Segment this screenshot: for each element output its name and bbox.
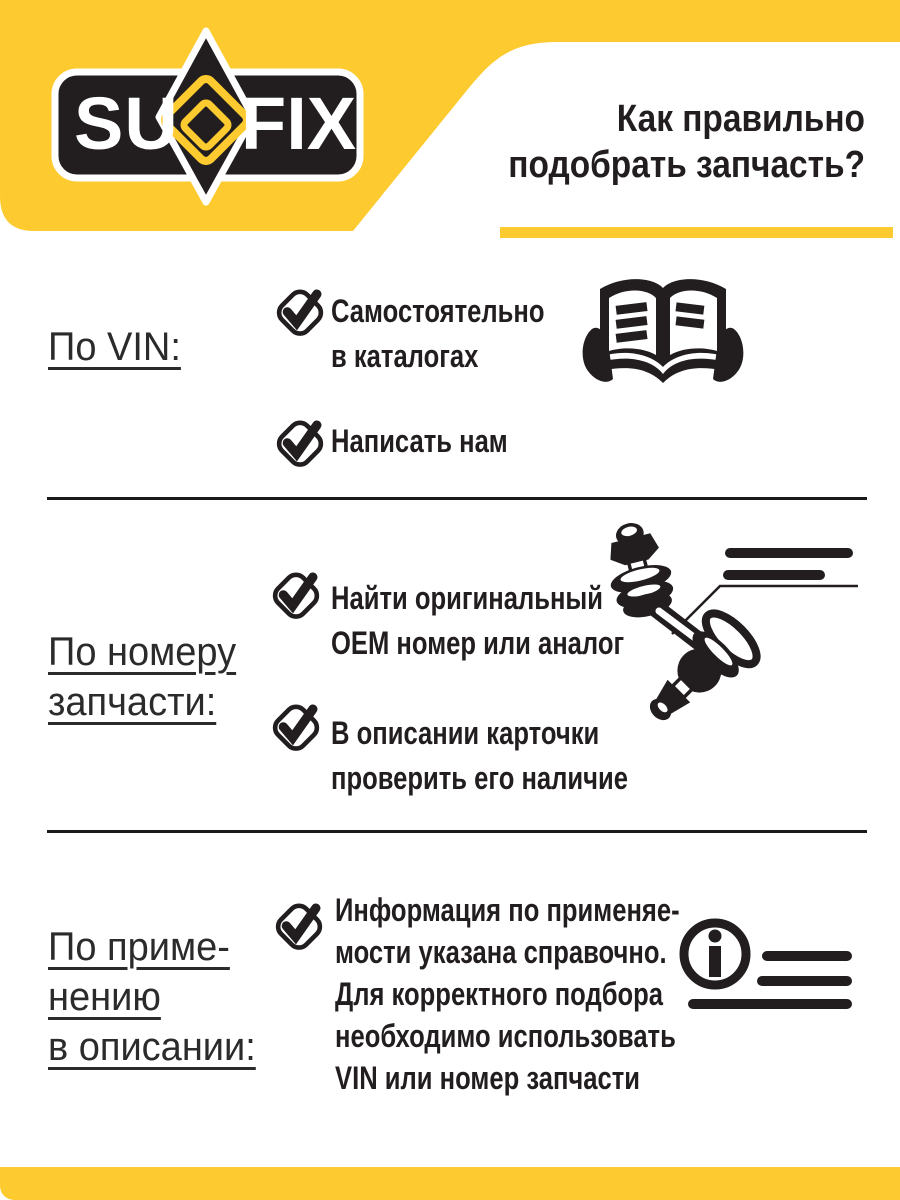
section-divider	[47, 830, 867, 833]
logo-text-fix: FIX	[241, 82, 357, 165]
open-catalog-hands-icon	[578, 270, 748, 392]
stabilizer-link-part-icon	[595, 515, 870, 725]
check-icon	[272, 898, 326, 952]
sufix-logo	[38, 20, 383, 225]
section2-label: По номеру запчасти:	[48, 630, 237, 724]
section2-item1-text: Найти оригинальный OEM номер или аналог	[331, 580, 625, 661]
check-icon	[273, 284, 327, 338]
logo-text-su: SU	[74, 82, 179, 165]
page-title-line1: Как правильно	[616, 98, 865, 140]
title-underline-bar	[500, 227, 893, 238]
check-icon	[269, 567, 323, 621]
section1-item2-text: Написать нам	[331, 423, 508, 459]
section-divider	[47, 497, 867, 500]
section1-item1-text: Самостоятельно в каталогах	[331, 293, 545, 374]
section2-item2-text: В описании карточки проверить его наличие	[331, 715, 628, 796]
check-icon	[269, 699, 323, 753]
page-title-line2: подобрать запчасть?	[508, 144, 865, 186]
footer-yellow-band	[0, 1167, 900, 1200]
info-circle-icon	[670, 910, 860, 1015]
section3-label: По приме- нению в описании:	[48, 925, 256, 1069]
check-icon	[273, 415, 327, 469]
section3-item1-text: Информация по применяе- мости указана справочно. Для корректного подбора необходимо использовать VIN или номер запчасти	[335, 892, 680, 1096]
section1-label: По VIN:	[48, 325, 181, 369]
page-title	[443, 96, 865, 188]
